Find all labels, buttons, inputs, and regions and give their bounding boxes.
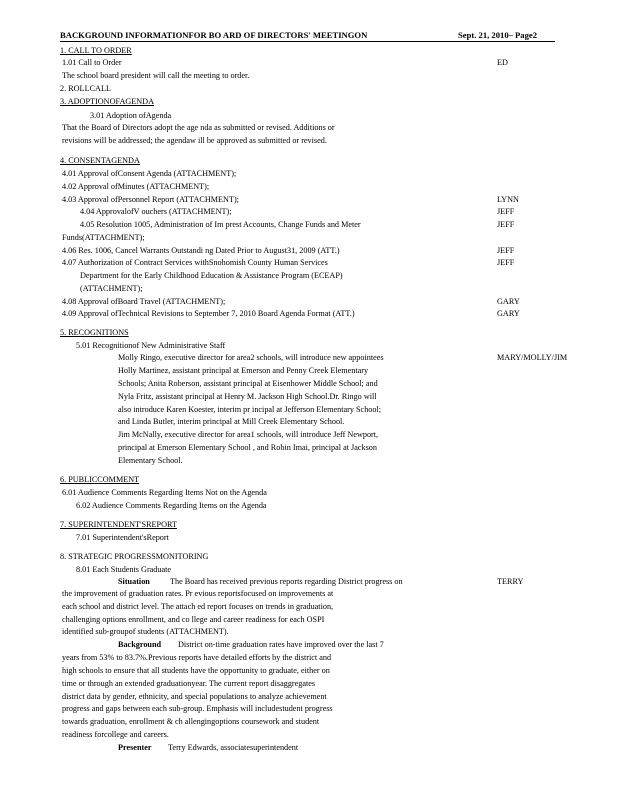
text-line — [0, 352, 618, 364]
line-text: progress and gaps between each sub-group. Emphasis will includestudent progress — [62, 704, 333, 713]
text-line — [0, 45, 618, 57]
text-line — [0, 742, 618, 754]
line-text: 2. ROLLCALL — [60, 84, 111, 93]
line-text: 4.07 Authorization of Contract Services withSnohomish County Human Services — [62, 258, 328, 267]
text-line — [0, 626, 618, 638]
line-text: also introduce Karen Koester, interim pr incipal at Jefferson Elementary School; — [118, 405, 382, 414]
presenter-initials: LYNN — [497, 195, 519, 204]
presenter-initials: JEFF — [497, 207, 515, 216]
text-line — [0, 257, 618, 269]
line-text: Jim McNally, executive director for area1 schools, will introduce Jeff Newport, — [118, 430, 379, 439]
line-text: 5. RECOGNITIONS — [60, 328, 129, 337]
line-text: 6. PUBLICCOMMENT — [60, 475, 140, 484]
text-line — [0, 155, 618, 167]
text-line — [0, 270, 618, 282]
line-text-continued: Terry Edwards, associatesuperintendent — [168, 743, 299, 752]
text-line — [0, 716, 618, 728]
text-line — [0, 83, 618, 95]
text-line — [0, 232, 618, 244]
line-text: towards graduation, enrollment & ch allengingoptions coursework and student — [62, 717, 320, 726]
line-text: 5.01 Recognitionof New Administrative Staff — [76, 341, 226, 350]
line-text: Holly Martinez, assistant principal at Emerson and Penny Creek Elementary — [118, 366, 369, 375]
text-line — [0, 601, 618, 613]
text-line — [0, 564, 618, 576]
presenter-initials: JEFF — [497, 246, 515, 255]
line-text: 3.01 Adoption ofAgenda — [90, 111, 172, 120]
line-text: Situation — [118, 577, 150, 586]
text-line — [0, 365, 618, 377]
line-text: 6.01 Audience Comments Regarding Items Not on the Agenda — [62, 488, 267, 497]
text-line — [0, 70, 618, 82]
line-text: Department for the Early Childhood Education & Assistance Program (ECEAP) — [80, 271, 343, 280]
text-line — [0, 442, 618, 454]
header-left: BACKGROUND INFORMATIONFOR BO ARD OF DIRECTORS' MEETINGON — [60, 30, 368, 40]
presenter-initials: TERRY — [497, 577, 524, 586]
line-text: 8. STRATEGIC PROGRESSMONITORING — [60, 552, 209, 561]
line-text: 7.01 Superintendent'sReport — [76, 533, 169, 542]
text-line — [0, 519, 618, 531]
line-text: 4.01 Approval ofConsent Agenda (ATTACHMENT); — [62, 169, 237, 178]
line-text: (ATTACHMENT); — [80, 284, 143, 293]
line-text: 1.01 Call to Order — [62, 58, 122, 67]
line-text: years from 53% to 83.7%.Previous reports have detailed efforts by the district and — [62, 653, 332, 662]
presenter-initials: ED — [497, 58, 508, 67]
line-text: 4.09 Approval ofTechnical Revisions to September 7, 2010 Board Agenda Format (ATT.) — [62, 309, 355, 318]
line-text: 6.02 Audience Comments Regarding Items on the Agenda — [76, 501, 267, 510]
text-line — [0, 703, 618, 715]
presenter-initials: GARY — [497, 309, 520, 318]
line-text: Presenter — [118, 743, 152, 752]
text-line — [0, 181, 618, 193]
line-text: Molly Ringo, executive director for area2 schools, will introduce new appointees — [118, 353, 384, 362]
text-line — [0, 96, 618, 108]
line-text: the improvement of graduation rates. Pr evious reportsfocused on improvements at — [62, 589, 334, 598]
text-line — [0, 416, 618, 428]
line-text: 8.01 Each Students Graduate — [76, 565, 172, 574]
text-line — [0, 219, 618, 231]
line-text: Schools; Anita Roberson, assistant principal at Eisenhower Middle School; and — [118, 379, 378, 388]
text-line — [0, 135, 618, 147]
line-text: Background — [118, 640, 162, 649]
presenter-initials: JEFF — [497, 220, 515, 229]
line-text: challenging options enrollment, and co llege and career readiness for each OSPI — [62, 615, 325, 624]
line-text-continued: District on-time graduation rates have improved over the last 7 — [178, 640, 384, 649]
text-line — [0, 110, 618, 122]
text-line — [0, 283, 618, 295]
text-line — [0, 308, 618, 320]
header-right: Sept. 21, 2010– Page2 — [458, 30, 538, 40]
text-line — [0, 532, 618, 544]
text-line — [0, 391, 618, 403]
line-text: revisions will be addressed; the agendaw ill be approved as submitted or revised. — [62, 136, 327, 145]
line-text: 4.04 ApprovalofV ouchers (ATTACHMENT); — [80, 207, 232, 216]
text-line — [0, 429, 618, 441]
line-text: each school and district level. The attach ed report focuses on trends in graduation, — [62, 602, 334, 611]
line-text-continued: The Board has received previous reports regarding District progress on — [170, 577, 403, 586]
text-line — [0, 378, 618, 390]
text-line — [0, 487, 618, 499]
line-text: principal at Emerson Elementary School , and Robin Imai, principal at Jackson — [118, 443, 377, 452]
line-text: 4.08 Approval ofBoard Travel (ATTACHMENT); — [62, 297, 226, 306]
line-text: 4.02 Approval ofMinutes (ATTACHMENT); — [62, 182, 210, 191]
text-line — [0, 500, 618, 512]
text-line — [0, 665, 618, 677]
presenter-initials: JEFF — [497, 258, 515, 267]
text-line — [0, 678, 618, 690]
text-line — [0, 194, 618, 206]
line-text: 4. CONSENTAGENDA — [60, 156, 140, 165]
line-text: identified sub-groupof students (ATTACHMENT). — [62, 627, 229, 636]
presenter-initials: MARY/MOLLY/JIM — [497, 353, 568, 362]
text-line — [0, 474, 618, 486]
text-line — [0, 576, 618, 588]
presenter-initials: GARY — [497, 297, 520, 306]
line-text: 4.03 Approval ofPersonnel Report (ATTACHMENT); — [62, 195, 239, 204]
line-text: 4.06 Res. 1006, Cancel Warrants Outstandi ng Dated Prior to August31, 2009 (ATT.) — [62, 246, 340, 255]
text-line — [0, 206, 618, 218]
line-text: 4.05 Resolution 1005, Administration of Im prest Accounts, Change Funds and Meter — [80, 220, 361, 229]
text-line — [0, 551, 618, 563]
line-text: 1. CALL TO ORDER — [60, 46, 132, 55]
text-line — [0, 588, 618, 600]
text-line — [0, 168, 618, 180]
line-text: Nyla Fritz, assistant principal at Henry M. Jackson High School.Dr. Ringo will — [118, 392, 377, 401]
line-text: The school board president will call the meeting to order. — [62, 71, 250, 80]
line-text: Elementary School. — [118, 456, 183, 465]
text-line — [0, 296, 618, 308]
line-text: district data by gender, ethnicity, and special populations to analyze achievement — [62, 692, 327, 701]
text-line — [0, 404, 618, 416]
text-line — [0, 691, 618, 703]
text-line — [0, 327, 618, 339]
line-text: time or through an extended graduationyear. The current report disaggregates — [62, 679, 316, 688]
header-rule — [60, 41, 555, 42]
line-text: readiness forcollege and careers. — [62, 730, 169, 739]
text-line — [0, 614, 618, 626]
line-text: That the Board of Directors adopt the age nda as submitted or revised. Additions or — [62, 123, 335, 132]
line-text: Funds(ATTACHMENT); — [62, 233, 145, 242]
text-line — [0, 455, 618, 467]
text-line — [0, 729, 618, 741]
text-line — [0, 639, 618, 651]
text-line — [0, 57, 618, 69]
line-text: and Linda Butler, interim principal at Mill Creek Elementary School. — [118, 417, 345, 426]
line-text: 7. SUPERINTENDENT'SREPORT — [60, 520, 177, 529]
text-line — [0, 340, 618, 352]
line-text: 3. ADOPTIONOFAGENDA — [60, 97, 155, 106]
line-text: high schools to ensure that all students have the opportunity to graduate, either on — [62, 666, 330, 675]
text-line — [0, 122, 618, 134]
text-line — [0, 245, 618, 257]
text-line — [0, 652, 618, 664]
